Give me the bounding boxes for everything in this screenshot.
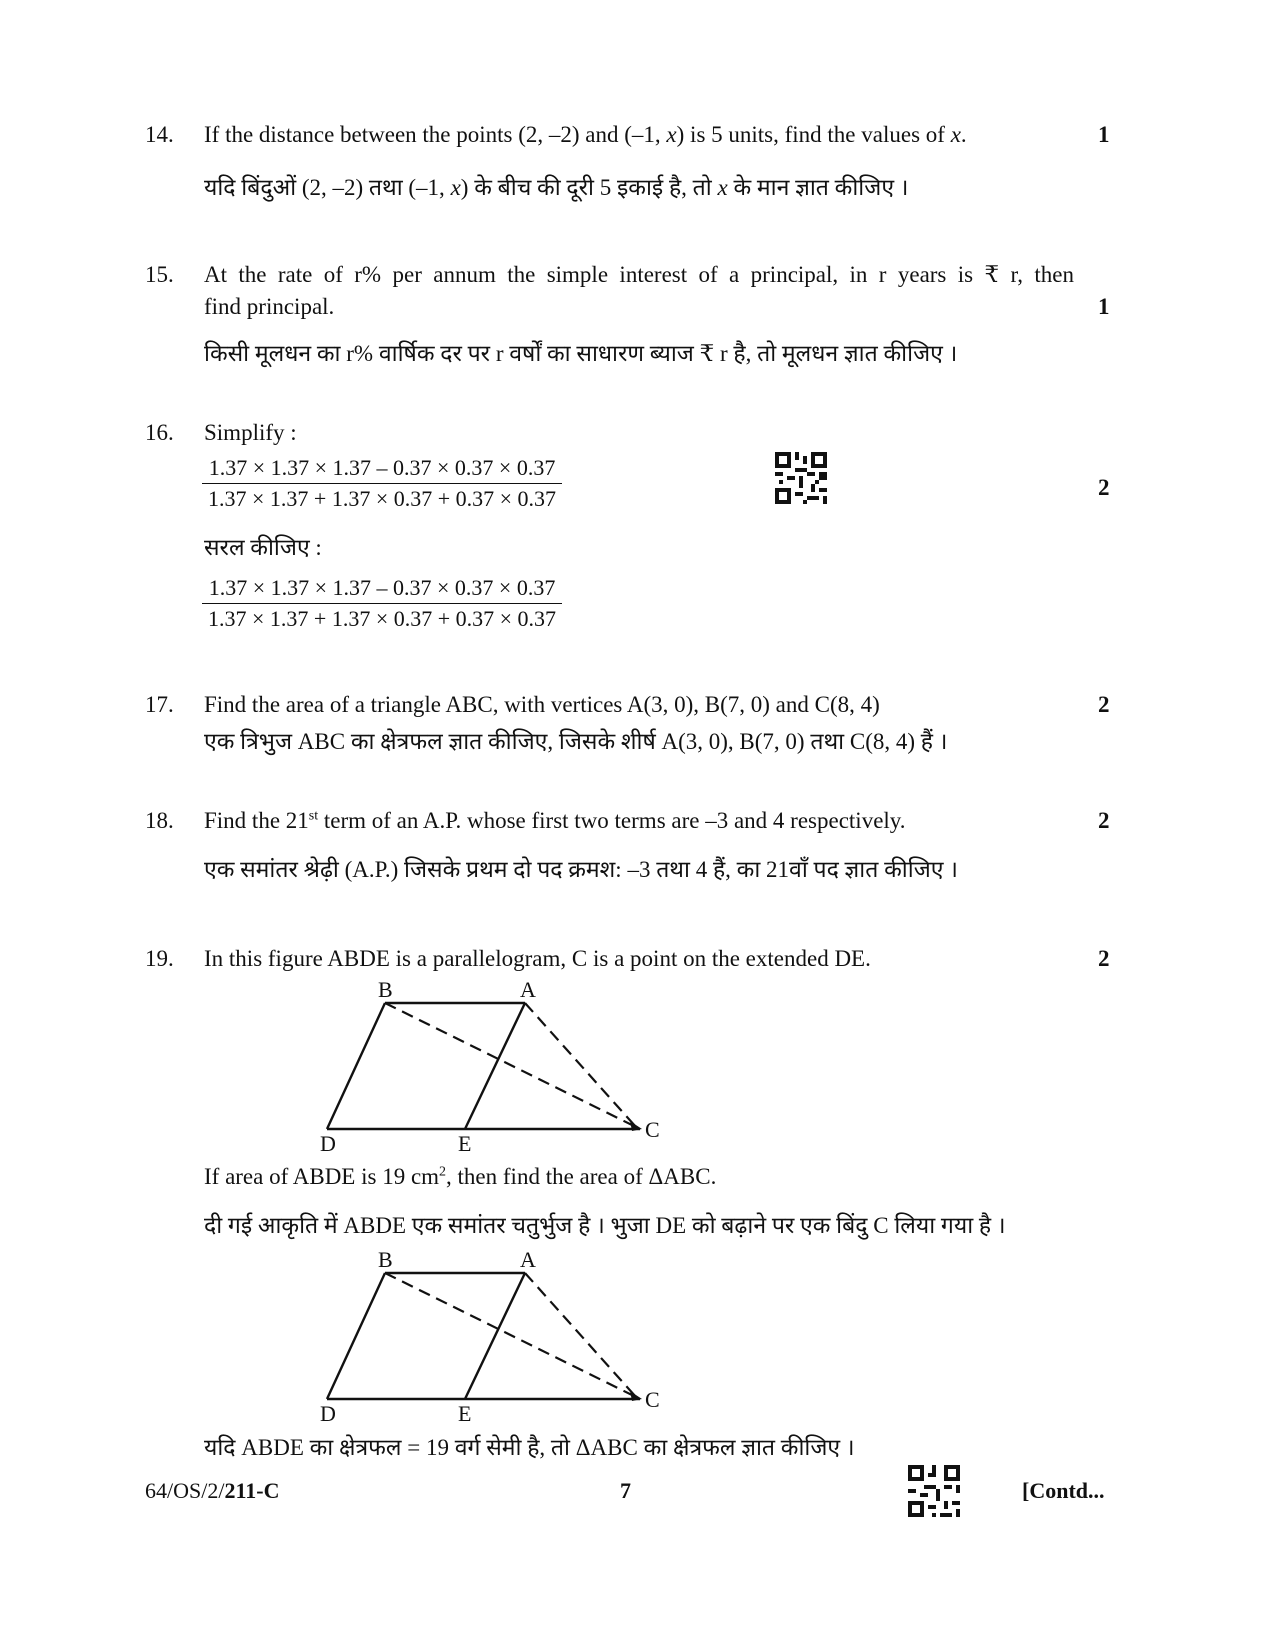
contd-label: [Contd...	[1022, 1478, 1105, 1503]
question-14-english: If the distance between the points (2, –2) and (–1, x) is 5 units, find the values of x.	[204, 122, 967, 147]
question-16-hindi: सरल कीजिए :	[204, 535, 322, 560]
vertex-label-d: D	[320, 1131, 336, 1156]
vertex-label-b: B	[378, 977, 393, 1002]
vertex-label-a: A	[520, 977, 536, 1002]
vertex-label-b-2: B	[378, 1247, 393, 1272]
page-number: 7	[620, 1478, 631, 1503]
fraction-english	[202, 455, 562, 512]
question-17-hindi: एक त्रिभुज ABC का क्षेत्रफल ज्ञात कीजिए, जिसके शीर्ष A(3, 0), B(7, 0) तथा C(8, 4) हैं ।	[204, 729, 948, 754]
question-number-18: 18.	[145, 808, 174, 833]
qr-code-icon	[908, 1465, 960, 1517]
vertex-label-e: E	[458, 1131, 472, 1156]
question-number-16: 16.	[145, 420, 174, 445]
question-16-marks: 2	[1098, 475, 1110, 500]
question-number-15: 15.	[145, 262, 174, 287]
question-18-marks: 2	[1098, 808, 1110, 833]
vertex-label-c-2: C	[645, 1387, 660, 1412]
question-15-english-line1: At the rate of r% per annum the simple interest of a principal, in r years is ₹ r, then	[204, 262, 1074, 287]
parallelogram-figure-hindi	[300, 1245, 680, 1426]
question-number-19: 19.	[145, 946, 174, 971]
question-18-hindi: एक समांतर श्रेढ़ी (A.P.) जिसके प्रथम दो पद क्रमश: –3 तथा 4 हैं, का 21वाँ पद ज्ञात कीजिए ।	[204, 857, 958, 882]
question-17-marks: 2	[1098, 692, 1110, 717]
question-19-hindi-area: यदि ABDE का क्षेत्रफल = 19 वर्ग सेमी है, तो ΔABC का क्षेत्रफल ज्ञात कीजिए ।	[204, 1435, 855, 1460]
question-18-english: Find the 21st term of an A.P. whose first two terms are –3 and 4 respectively.	[204, 808, 906, 833]
vertex-label-d-2: D	[320, 1401, 336, 1426]
question-19-hindi: दी गई आकृति में ABDE एक समांतर चतुर्भुज है । भुजा DE को बढ़ाने पर एक बिंदु C लिया गया है ।	[204, 1213, 1006, 1238]
vertex-label-c: C	[645, 1117, 660, 1142]
question-19-marks: 2	[1098, 946, 1110, 971]
question-number-14: 14.	[145, 122, 174, 147]
paper-code: 64/OS/2/211-C	[145, 1478, 280, 1503]
fraction-denominator: 1.37 × 1.37 + 1.37 × 0.37 + 0.37 × 0.37	[208, 486, 557, 511]
question-16-english: Simplify :	[204, 420, 297, 445]
fraction-denominator-hindi: 1.37 × 1.37 + 1.37 × 0.37 + 0.37 × 0.37	[208, 606, 557, 631]
question-15-english-line2: find principal.	[204, 294, 335, 319]
fraction-hindi	[202, 575, 562, 632]
question-15-hindi: किसी मूलधन का r% वार्षिक दर पर r वर्षों का साधारण ब्याज ₹ r है, तो मूलधन ज्ञात कीजिए ।	[204, 341, 958, 366]
question-17-english: Find the area of a triangle ABC, with vertices A(3, 0), B(7, 0) and C(8, 4)	[204, 692, 880, 717]
question-15-marks: 1	[1098, 294, 1110, 319]
vertex-label-a-2: A	[520, 1247, 536, 1272]
qr-code-icon	[775, 452, 827, 504]
question-19-english: In this figure ABDE is a parallelogram, C is a point on the extended DE.	[204, 946, 871, 971]
parallelogram-figure	[300, 975, 680, 1156]
fraction-numerator-hindi: 1.37 × 1.37 × 1.37 – 0.37 × 0.37 × 0.37	[202, 575, 562, 604]
vertex-label-e-2: E	[458, 1401, 472, 1426]
question-14-hindi: यदि बिंदुओं (2, –2) तथा (–1, x) के बीच की दूरी 5 इकाई है, तो x के मान ज्ञात कीजिए ।	[204, 175, 909, 200]
question-14-marks: 1	[1098, 122, 1110, 147]
question-19-english-area: If area of ABDE is 19 $cm^2$, then find the area of ΔABC.	[204, 1164, 717, 1189]
fraction-numerator: 1.37 × 1.37 × 1.37 – 0.37 × 0.37 × 0.37	[202, 455, 562, 484]
question-number-17: 17.	[145, 692, 174, 717]
